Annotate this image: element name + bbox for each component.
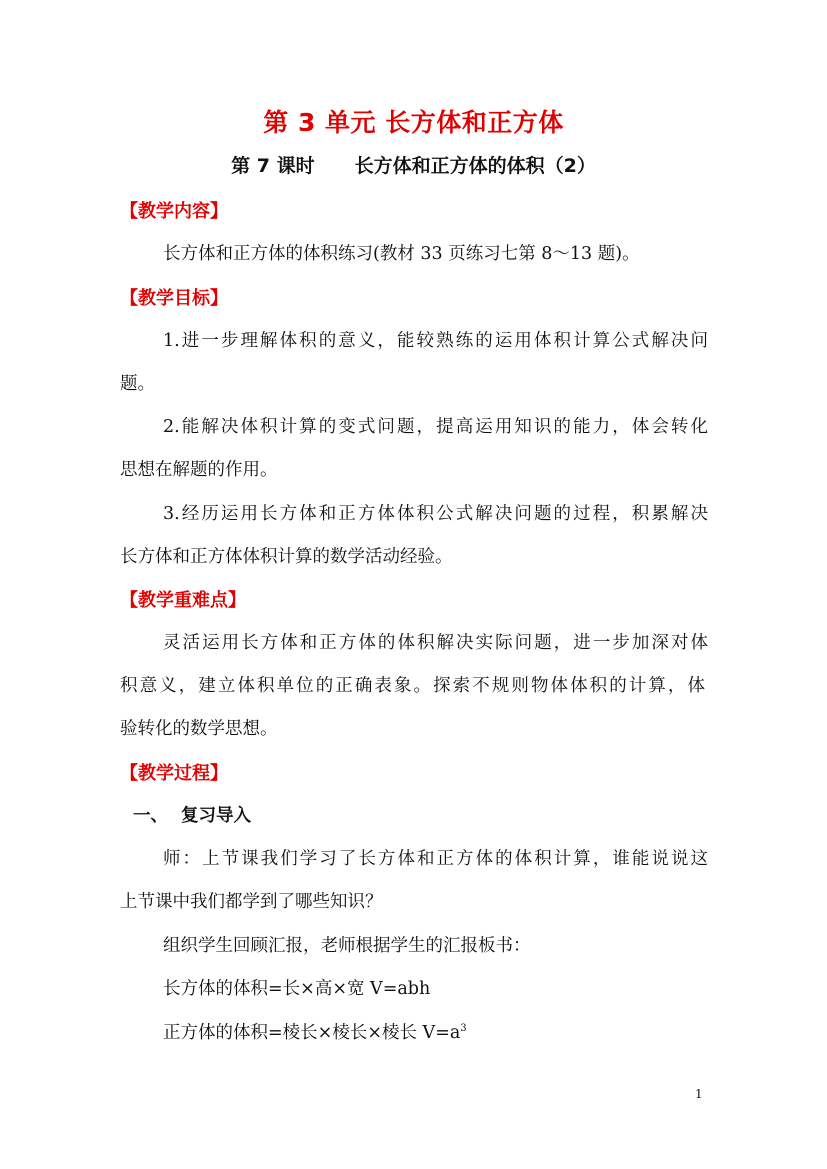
teacher-text-line-2: 上节课中我们都学到了哪些知识？ [120, 892, 383, 912]
teaching-content-heading: 【教学内容】 [120, 201, 228, 222]
goal-1-line-1: 1.进一步理解体积的意义，能较熟练的运用体积计算公式解决问 [163, 331, 708, 351]
cube-formula-exponent: 3 [460, 1023, 467, 1034]
cube-volume-formula [163, 1024, 708, 1043]
page-number: 1 [695, 1087, 703, 1101]
key-points-line-1: 灵活运用长方体和正方体的体积解决实际问题，进一步加深对体 [163, 633, 708, 653]
key-points-line-3: 验转化的数学思想。 [120, 719, 278, 739]
teaching-content-text: 长方体和正方体的体积练习(教材 33 页练习七第 8～13 题)。 [163, 244, 640, 264]
step-1-number: 一、 [133, 806, 168, 826]
teaching-process-heading: 【教学过程】 [120, 763, 228, 784]
goal-1-line-2: 题。 [120, 374, 155, 394]
organize-text: 组织学生回顾汇报，老师根据学生的汇报板书： [163, 936, 531, 956]
key-points-line-2: 积意义，建立体积单位的正确表象。探索不规则物体体积的计算，体 [120, 676, 705, 696]
teaching-goals-heading: 【教学目标】 [120, 288, 228, 309]
teacher-text-line-1: 师：上节课我们学习了长方体和正方体的体积计算，谁能说说这 [163, 849, 708, 869]
cube-formula-main: 正方体的体积=棱长×棱长×棱长 V=a [163, 1023, 461, 1043]
goal-2-line-1: 2.能解决体积计算的变式问题，提高运用知识的能力，体会转化 [163, 417, 708, 437]
lesson-title-line [0, 157, 827, 176]
lesson-title: 长方体和正方体的体积（2） [354, 155, 596, 177]
goal-3-line-1: 3.经历运用长方体和正方体体积公式解决问题的过程，积累解决 [163, 504, 708, 524]
cuboid-volume-formula: 长方体的体积=长×高×宽 V=abh [163, 979, 431, 999]
goal-2-line-2: 思想在解题的作用。 [120, 460, 278, 480]
key-points-heading: 【教学重难点】 [120, 590, 246, 611]
step-1-heading [133, 808, 827, 826]
goal-3-line-2: 长方体和正方体体积计算的数学活动经验。 [120, 547, 453, 567]
step-1-title: 复习导入 [181, 806, 251, 826]
lesson-number: 第 7 课时 [231, 155, 315, 177]
unit-title: 第 3 单元 长方体和正方体 [263, 108, 564, 137]
